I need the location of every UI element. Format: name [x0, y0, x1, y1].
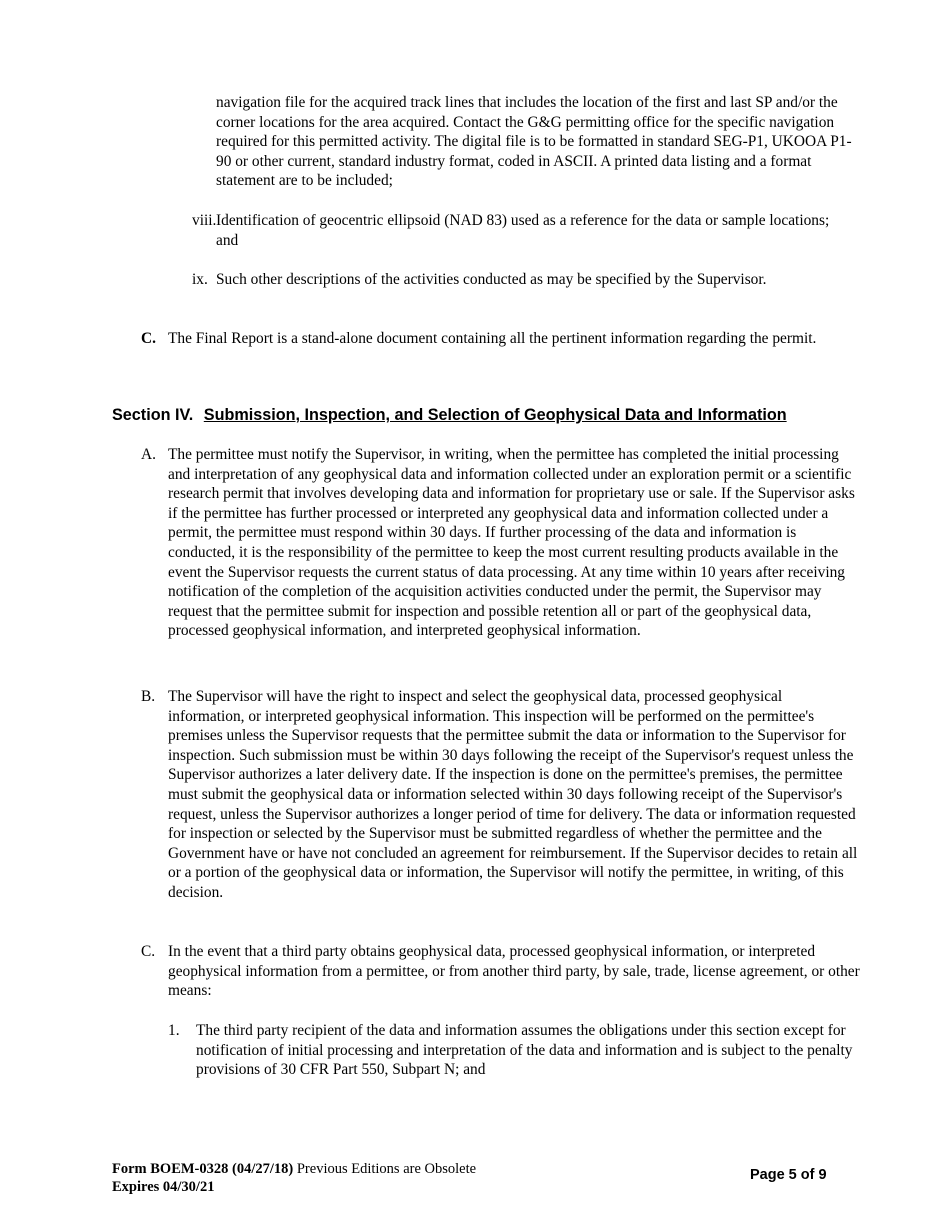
roman-item-viii	[192, 211, 852, 250]
final-report-item	[141, 329, 861, 349]
roman-item-number: viii.	[192, 212, 217, 229]
item-text: The Final Report is a stand-alone document containing all the pertinent information regarding the permit.	[168, 330, 817, 347]
continued-paragraph: navigation file for the acquired track lines that includes the location of the first and last SP and/or the corner locations for the area acquired. Contact the G&G permitting office for the specific navigation required for this permitted activity. The digital file is to be formatted in standard SEG-P1, UKOOA P1-90 or other current, standard industry format, coded in ASCII. A printed data listing and a format statement are to be included;	[216, 94, 852, 190]
obsolete-note: Previous Editions are Obsolete	[296, 1161, 477, 1177]
roman-item-text: Such other descriptions of the activities conducted as may be specified by the Supervisor.	[216, 271, 767, 288]
item-text: The Supervisor will have the right to inspect and select the geophysical data, processed geophysical information, or interpreted geophysical information. This inspection will be performed on the permittee's premises unless the Supervisor requests that the permittee submit the data or information to the Supervisor for inspection. Such submission must be within 30 days following the receipt of the Supervisor's request unless the Supervisor authorizes a later delivery date. If the inspection is done on the permittee's premises, the permittee must submit the geophysical data or information selected within 30 days following receipt of the Supervisor's request, unless the Supervisor authorizes a longer period of time for delivery. The data or information requested for inspection or selected by the Supervisor must be submitted regardless of whether the permittee and the Government have or have not concluded an agreement for reimbursement. If the Supervisor decides to retain all or a portion of the geophysical data or information, the Supervisor will notify the permittee, in writing, of this decision.	[168, 688, 858, 901]
item-b	[141, 687, 861, 903]
item-label: A.	[141, 446, 156, 463]
roman-item-ix	[192, 270, 852, 290]
item-label: 1.	[168, 1022, 180, 1039]
item-label: B.	[141, 688, 156, 705]
page-number: Page 5 of 9	[750, 1167, 827, 1183]
section-title: Submission, Inspection, and Selection of Geophysical Data and Information	[203, 406, 787, 424]
footer-form-info	[112, 1160, 476, 1196]
item-label: C.	[141, 943, 156, 960]
item-text: In the event that a third party obtains geophysical data, processed geophysical information, or interpreted geophysical information from a permittee, or from another third party, by sale, trade, license agreement, or other means:	[168, 943, 860, 1000]
item-label: C.	[141, 330, 156, 347]
item-text: The permittee must notify the Supervisor, in writing, when the permittee has completed the initial processing and interpretation of any geophysical data and information collected under an exploration permit or a scientific research permit that involves developing data and information for proprietary use or sale. If the Supervisor asks if the permittee has further processed or interpreted any geophysical data and information collected under a permit, the permittee must respond within 30 days. If further processing of the data and information is conducted, it is the responsibility of the permittee to keep the most current resulting products available in the event the Supervisor requests the current status of data processing. At any time within 10 years after receiving notification of the completion of the acquisition activities conducted under the permit, the Supervisor may request that the permittee submit for inspection and possible retention all or part of the geophysical data, processed geophysical information, and interpreted geophysical information.	[168, 446, 855, 640]
item-a	[141, 445, 861, 641]
numbered-item-1	[168, 1021, 858, 1080]
roman-item-text: Identification of geocentric ellipsoid (NAD 83) used as a reference for the data or sample locations; and	[216, 212, 830, 249]
section-heading	[112, 405, 872, 425]
section-number: Section IV.	[112, 406, 194, 424]
item-c	[141, 942, 861, 1001]
form-id: Form BOEM-0328 (04/27/18)	[112, 1161, 294, 1177]
expires-date: Expires 04/30/21	[112, 1179, 215, 1195]
roman-item-number: ix.	[192, 271, 208, 288]
item-text: The third party recipient of the data and information assumes the obligations under this section except for notification of initial processing and interpretation of the data and information and is subject to the penalty provisions of 30 CFR Part 550, Subpart N; and	[196, 1022, 853, 1079]
